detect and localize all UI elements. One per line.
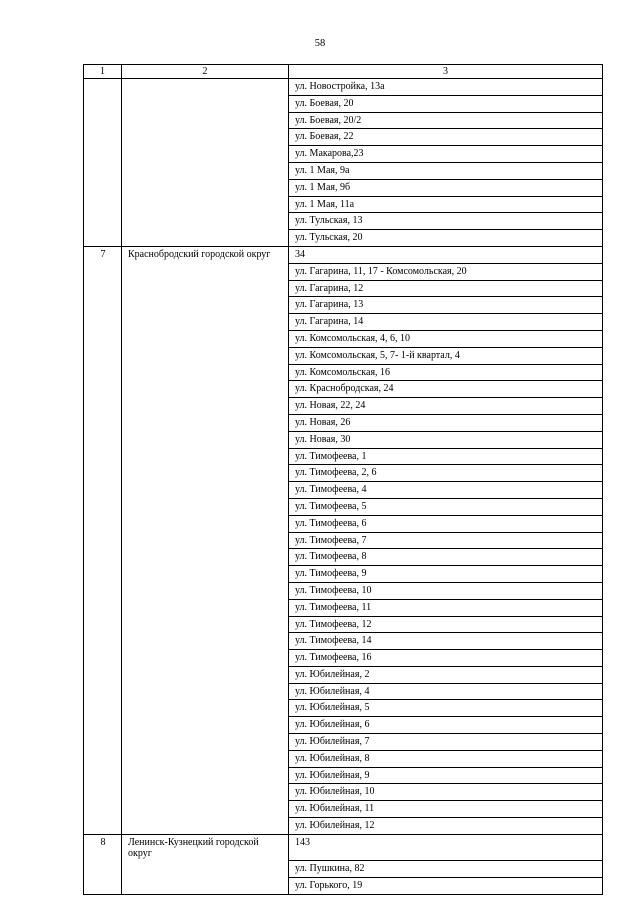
address-cell: ул. Комсомольская, 16 — [289, 364, 603, 381]
table-row — [84, 532, 603, 549]
address-cell: ул. Боевая, 20/2 — [289, 112, 603, 129]
address-cell: ул. Юбилейная, 7 — [289, 734, 603, 751]
table-row — [84, 734, 603, 751]
table-row — [84, 683, 603, 700]
group-header-row — [84, 834, 603, 861]
municipality-cell — [122, 280, 289, 297]
address-cell: ул. Комсомольская, 5, 7- 1-й квартал, 4 — [289, 347, 603, 364]
table-header-row — [84, 65, 603, 79]
table-row — [84, 666, 603, 683]
municipality-cell — [122, 398, 289, 415]
table-row — [84, 364, 603, 381]
table-row — [84, 196, 603, 213]
number-cell — [84, 414, 122, 431]
address-cell: ул. Юбилейная, 12 — [289, 818, 603, 835]
number-cell — [84, 767, 122, 784]
municipality-cell — [122, 650, 289, 667]
number-cell — [84, 582, 122, 599]
municipality-cell — [122, 95, 289, 112]
number-cell — [84, 861, 122, 878]
address-cell: ул. Новая, 22, 24 — [289, 398, 603, 415]
address-cell: ул. Тимофеева, 2, 6 — [289, 465, 603, 482]
number-cell — [84, 784, 122, 801]
number-cell — [84, 364, 122, 381]
column-header: 2 — [122, 65, 289, 79]
number-cell — [84, 431, 122, 448]
number-cell — [84, 230, 122, 247]
number-cell — [84, 549, 122, 566]
address-cell: ул. Юбилейная, 9 — [289, 767, 603, 784]
address-cell: ул. Тимофеева, 14 — [289, 633, 603, 650]
number-cell — [84, 599, 122, 616]
municipality-cell — [122, 448, 289, 465]
table-row — [84, 431, 603, 448]
municipality-cell — [122, 263, 289, 280]
table-row — [84, 482, 603, 499]
number-cell — [84, 162, 122, 179]
object-count-cell: 143 — [289, 834, 603, 861]
table-row — [84, 179, 603, 196]
table-row — [84, 582, 603, 599]
table-row — [84, 448, 603, 465]
table-row — [84, 297, 603, 314]
number-cell — [84, 700, 122, 717]
municipality-cell — [122, 801, 289, 818]
address-cell: ул. Тимофеева, 6 — [289, 515, 603, 532]
address-cell: ул. 1 Мая, 9б — [289, 179, 603, 196]
municipality-cell — [122, 146, 289, 163]
table-row — [84, 95, 603, 112]
municipality-cell — [122, 179, 289, 196]
municipality-cell — [122, 683, 289, 700]
number-cell — [84, 666, 122, 683]
municipality-cell — [122, 767, 289, 784]
number-cell — [84, 297, 122, 314]
number-cell — [84, 498, 122, 515]
number-cell — [84, 196, 122, 213]
table-row — [84, 79, 603, 96]
municipality-cell — [122, 162, 289, 179]
table-row — [84, 112, 603, 129]
number-cell — [84, 683, 122, 700]
municipality-cell — [122, 314, 289, 331]
address-cell: ул. Тимофеева, 11 — [289, 599, 603, 616]
table-row — [84, 414, 603, 431]
address-cell: ул. Гагарина, 11, 17 - Комсомольская, 20 — [289, 263, 603, 280]
number-cell — [84, 650, 122, 667]
table-row — [84, 566, 603, 583]
table-row — [84, 750, 603, 767]
table-row — [84, 330, 603, 347]
address-cell: ул. Тимофеева, 16 — [289, 650, 603, 667]
number-cell — [84, 330, 122, 347]
municipality-cell — [122, 347, 289, 364]
address-cell: ул. Тульская, 20 — [289, 230, 603, 247]
number-cell — [84, 129, 122, 146]
object-count-cell: 34 — [289, 246, 603, 263]
municipality-cell — [122, 482, 289, 499]
municipality-cell — [122, 230, 289, 247]
number-cell — [84, 465, 122, 482]
table-row — [84, 650, 603, 667]
number-cell — [84, 801, 122, 818]
table-row — [84, 767, 603, 784]
municipality-cell — [122, 196, 289, 213]
municipality-cell — [122, 532, 289, 549]
municipality-cell — [122, 465, 289, 482]
number-cell — [84, 515, 122, 532]
address-cell: ул. Макарова,23 — [289, 146, 603, 163]
number-cell — [84, 717, 122, 734]
municipality-cell — [122, 582, 289, 599]
table-row — [84, 818, 603, 835]
municipality-cell — [122, 750, 289, 767]
table-row — [84, 381, 603, 398]
table-row — [84, 515, 603, 532]
number-cell — [84, 381, 122, 398]
table-row — [84, 599, 603, 616]
municipality-cell — [122, 599, 289, 616]
table-row — [84, 633, 603, 650]
address-cell: ул. Боевая, 22 — [289, 129, 603, 146]
table-row — [84, 784, 603, 801]
municipality-cell — [122, 861, 289, 878]
address-cell: ул. Тимофеева, 8 — [289, 549, 603, 566]
number-cell — [84, 263, 122, 280]
table-row — [84, 498, 603, 515]
table-row — [84, 314, 603, 331]
municipality-cell — [122, 381, 289, 398]
address-cell: ул. Юбилейная, 6 — [289, 717, 603, 734]
address-cell: ул. 1 Мая, 11а — [289, 196, 603, 213]
table-row — [84, 878, 603, 895]
number-cell — [84, 532, 122, 549]
address-cell: ул. Юбилейная, 11 — [289, 801, 603, 818]
table-row — [84, 280, 603, 297]
address-cell: ул. Юбилейная, 2 — [289, 666, 603, 683]
municipality-cell — [122, 330, 289, 347]
address-cell: ул. Боевая, 20 — [289, 95, 603, 112]
address-cell: ул. Юбилейная, 4 — [289, 683, 603, 700]
column-header: 3 — [289, 65, 603, 79]
table-body — [84, 79, 603, 895]
address-cell: ул. Тимофеева, 9 — [289, 566, 603, 583]
number-cell — [84, 482, 122, 499]
municipality-cell — [122, 213, 289, 230]
address-cell: ул. Новостройка, 13а — [289, 79, 603, 96]
municipality-cell — [122, 616, 289, 633]
address-cell: ул. Пушкина, 82 — [289, 861, 603, 878]
municipality-cell — [122, 717, 289, 734]
address-cell: ул. Горького, 19 — [289, 878, 603, 895]
address-cell: ул. Тимофеева, 10 — [289, 582, 603, 599]
number-cell — [84, 314, 122, 331]
address-cell: ул. Новая, 30 — [289, 431, 603, 448]
municipality-cell — [122, 818, 289, 835]
table-row — [84, 801, 603, 818]
municipality-cell — [122, 549, 289, 566]
column-header: 1 — [84, 65, 122, 79]
number-cell: 8 — [84, 834, 122, 861]
number-cell — [84, 95, 122, 112]
number-cell — [84, 878, 122, 895]
municipality-cell — [122, 431, 289, 448]
number-cell — [84, 633, 122, 650]
municipality-cell — [122, 666, 289, 683]
number-cell — [84, 398, 122, 415]
number-cell — [84, 734, 122, 751]
table-row — [84, 465, 603, 482]
number-cell — [84, 448, 122, 465]
municipality-cell — [122, 734, 289, 751]
address-cell: ул. Юбилейная, 5 — [289, 700, 603, 717]
number-cell — [84, 146, 122, 163]
address-cell: ул. Гагарина, 14 — [289, 314, 603, 331]
address-cell: ул. Юбилейная, 8 — [289, 750, 603, 767]
address-cell: ул. 1 Мая, 9а — [289, 162, 603, 179]
municipality-cell — [122, 515, 289, 532]
municipality-cell — [122, 566, 289, 583]
number-cell — [84, 280, 122, 297]
table-row — [84, 162, 603, 179]
number-cell — [84, 213, 122, 230]
municipality-cell — [122, 364, 289, 381]
municipality-cell — [122, 498, 289, 515]
address-cell: ул. Тимофеева, 1 — [289, 448, 603, 465]
table-row — [84, 347, 603, 364]
municipality-cell — [122, 414, 289, 431]
table-row — [84, 549, 603, 566]
address-cell: ул. Тимофеева, 7 — [289, 532, 603, 549]
table-row — [84, 398, 603, 415]
municipality-cell — [122, 633, 289, 650]
number-cell — [84, 750, 122, 767]
number-cell — [84, 347, 122, 364]
number-cell — [84, 818, 122, 835]
municipality-cell — [122, 297, 289, 314]
table-row — [84, 230, 603, 247]
municipality-cell — [122, 129, 289, 146]
municipality-cell — [122, 112, 289, 129]
municipality-cell: Краснобродский городской округ — [122, 246, 289, 263]
address-cell: ул. Гагарина, 13 — [289, 297, 603, 314]
municipality-cell — [122, 79, 289, 96]
address-cell: ул. Тимофеева, 5 — [289, 498, 603, 515]
municipality-cell: Ленинск-Кузнецкий городской округ — [122, 834, 289, 861]
municipality-cell — [122, 784, 289, 801]
number-cell — [84, 79, 122, 96]
address-cell: ул. Краснобродская, 24 — [289, 381, 603, 398]
table-row — [84, 129, 603, 146]
table-row — [84, 213, 603, 230]
address-cell: ул. Комсомольская, 4, 6, 10 — [289, 330, 603, 347]
group-header-row — [84, 246, 603, 263]
address-cell: ул. Новая, 26 — [289, 414, 603, 431]
address-table — [83, 64, 603, 895]
municipality-cell — [122, 878, 289, 895]
address-cell: ул. Гагарина, 12 — [289, 280, 603, 297]
address-cell: ул. Тимофеева, 4 — [289, 482, 603, 499]
address-cell: ул. Тимофеева, 12 — [289, 616, 603, 633]
address-cell: ул. Тульская, 13 — [289, 213, 603, 230]
table-row — [84, 700, 603, 717]
page-number: 58 — [314, 38, 326, 49]
address-cell: ул. Юбилейная, 10 — [289, 784, 603, 801]
number-cell — [84, 179, 122, 196]
municipality-cell — [122, 700, 289, 717]
number-cell: 7 — [84, 246, 122, 263]
table-row — [84, 263, 603, 280]
number-cell — [84, 566, 122, 583]
number-cell — [84, 112, 122, 129]
table-row — [84, 616, 603, 633]
table-row — [84, 717, 603, 734]
number-cell — [84, 616, 122, 633]
table-row — [84, 861, 603, 878]
table-row — [84, 146, 603, 163]
